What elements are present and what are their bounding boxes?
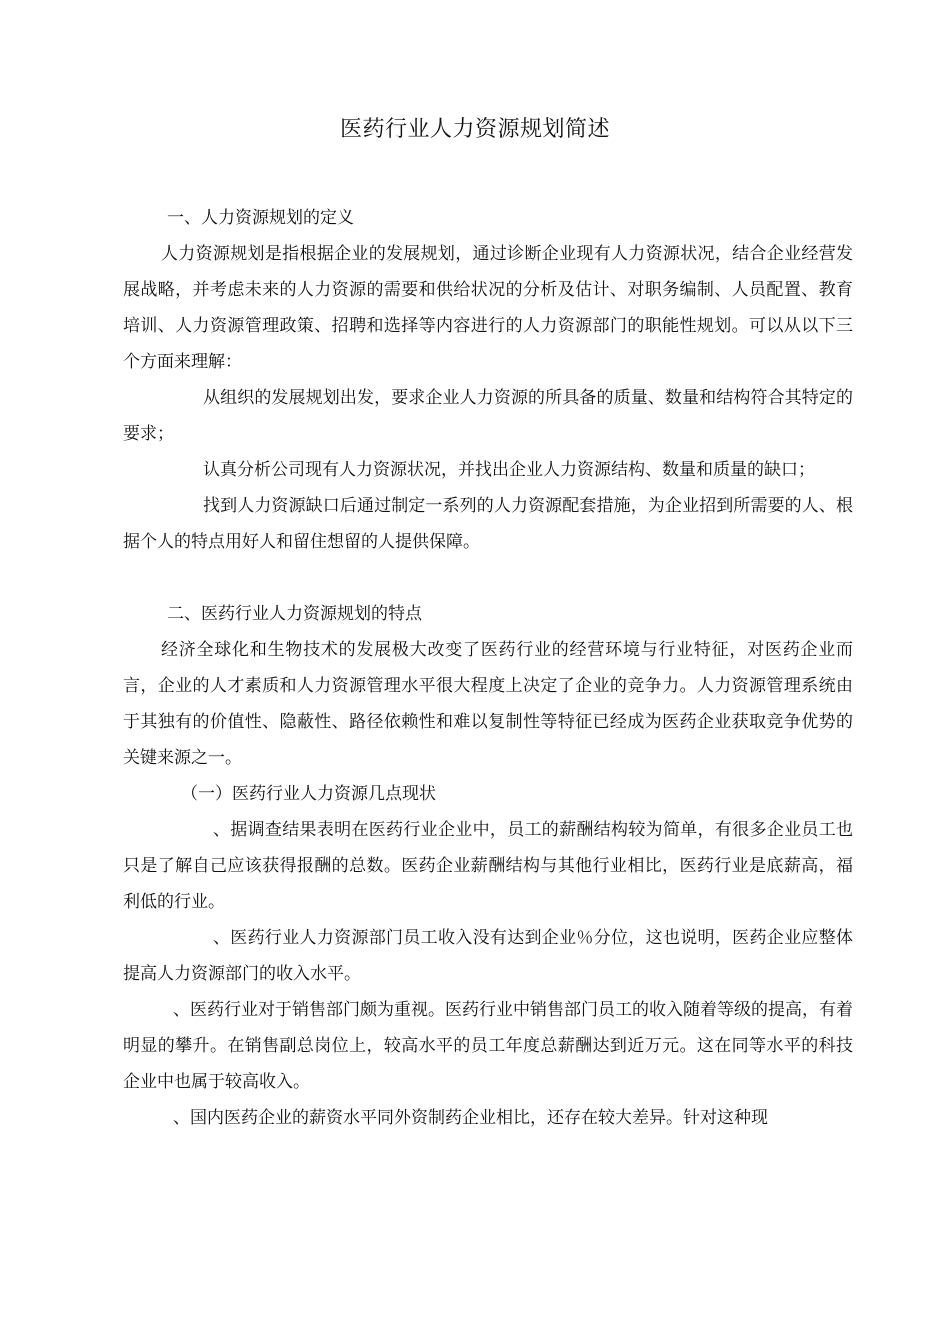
section-heading-definition: 一、人力资源规划的定义 [167,208,354,228]
paragraph-definition: 人力资源规划是指根据企业的发展规划，通过诊断企业现有人力资源状况，结合企业经营发展战略，并考虑未来的人力资源的需要和供给状况的分析及估计、对职务编制、人员配置、教育培训、人力资源管理政策、招聘和选择等内容进行的人力资源部门的职能性规划。可以从以下三个方面来理解： [123,244,853,372]
paragraph-point-1: 从组织的发展规划出发，要求企业人力资源的所具备的质量、数量和结构符合其特定的要求； [123,388,853,444]
section-heading-characteristics: 二、医药行业人力资源规划的特点 [167,604,422,624]
status-item-1: 、据调查结果表明在医药行业企业中，员工的薪酬结构较为简单，有很多企业员工也只是了解自己应该获得报酬的总数。医药企业薪酬结构与其他行业相比，医药行业是底薪高，福利低的行业。 [123,820,853,912]
status-item-2: 、医药行业人力资源部门员工收入没有达到企业％分位，这也说明，医药企业应整体提高人力资源部门的收入水平。 [123,928,853,984]
paragraph-point-3: 找到人力资源缺口后通过制定一系列的人力资源配套措施，为企业招到所需要的人、根据个人的特点用好人和留住想留的人提供保障。 [123,496,853,552]
status-item-4: 、国内医药企业的薪资水平同外资制药企业相比，还存在较大差异。针对这种现 [173,1108,768,1128]
document-body [123,200,853,1136]
status-item-3: 、医药行业对于销售部门颇为重视。医药行业中销售部门员工的收入随着等级的提高，有着明显的攀升。在销售副总岗位上，较高水平的员工年度总薪酬达到近万元。这在同等水平的科技企业中也属于较高收入。 [123,1000,853,1092]
paragraph-characteristics: 经济全球化和生物技术的发展极大改变了医药行业的经营环境与行业特征，对医药企业而言，企业的人才素质和人力资源管理水平很大程度上决定了企业的竞争力。人力资源管理系统由于其独有的价值性、隐蔽性、路径依赖性和难以复制性等特征已经成为医药企业获取竞争优势的关键来源之一。 [123,640,853,768]
document-title: 医药行业人力资源规划简述 [339,117,610,142]
subsection-heading-status: （一）医药行业人力资源几点现状 [181,784,436,804]
paragraph-point-2: 认真分析公司现有人力资源状况，并找出企业人力资源结构、数量和质量的缺口； [203,460,815,480]
